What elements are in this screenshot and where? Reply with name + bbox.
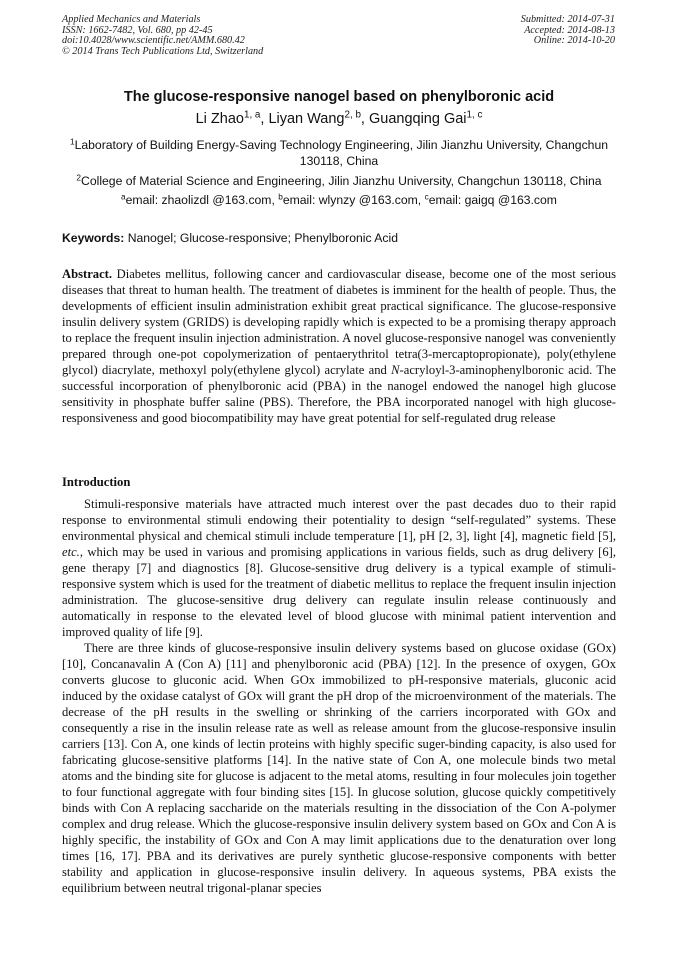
paper-title: The glucose-responsive nanogel based on phenylboronic acid [123, 89, 555, 105]
affiliation-1 [62, 137, 616, 169]
section-heading-introduction: Introduction [62, 475, 131, 489]
abstract [62, 266, 616, 426]
publication-dates [521, 15, 615, 47]
affiliation-text: College of Material Science and Engineering, Jilin Jianzhu University, Changchun 130118, China [81, 174, 602, 188]
accepted-date: Accepted: 2014-08-13 [524, 24, 615, 36]
author-list [0, 111, 678, 127]
intro-p1-text-cont: , which may be used in various and promising applications in various fields, such as drug delivery [6], gene therapy [7] and diagnostics [8]. Glucose-sensitive drug delivery is a typical example of stimuli-responsive system which is used for the treatment of diabetic mellitus to replace the frequent insulin injection administration. The glucose-sensitive drug delivery can regulate insulin release continuously and automatically in response to the elevated level of blood glucose with minimal patient intervention and improved quality of life [9]. [62, 545, 616, 639]
email-sup: b [278, 191, 283, 202]
intro-paragraph-2: There are three kinds of glucose-responsive insulin delivery systems based on glucose oxidase (GOx) [10], Concanavalin A (Con A) [11] and phenylboronic acid (PBA) [12]. In the presence of oxygen, GOx converts glucose to gluconic acid. When GOx immobilized to pH-responsive materials, gluconic acid induced by the oxidase catalyst of GOx will grant the pH drop of the microenvironment of the materials. The decrease of the pH results in the swelling or shrinking of the carriers incorporated with GOx and consequently a rise in the insulin release rate as well as release amount from the glucose-responsive insulin carriers [13]. Con A, one kinds of lectin proteins with highly specific suger-binding capacity, is also used for fabricating glucose-sensitive platforms [14]. In the native state of Con A, one molecule binds two metal atoms and the binding site for glucose is adjacent to the metal atoms, resulting in four molecules join together to four functional aggregate with four binding sites [15]. In glucose solution, glucose quickly competitively binds with Con A replacing saccharide on the materials resulting in the dissociation of the Con A-polymer complex and drug release. Which the glucose-responsive insulin delivery system based on GOx and Con A is highly specific, the instability of GOx and Con A may limit applications due to the denaturation over long times [16, 17]. PBA and its derivatives are purely synthetic glucose-responsive components with better stability and application in glucose-responsive insulin delivery. In aqueous systems, PBA exists the equilibrium between neutral trigonal-planar species [62, 641, 616, 895]
journal-issn: ISSN: 1662-7482, Vol. 680, pp 42-45 [62, 24, 213, 36]
intro-p1-text: Stimuli-responsive materials have attracted much interest over the past decades duo to their rapid response to environmental stimuli endowing their potentiality to design “self-regulated” systems. These environmental physical and chemical stimuli include temperature [1], pH [2, 3], light [4], magnetic field [5], [62, 497, 616, 543]
author-sup: 2, b [344, 109, 361, 121]
abstract-italic: N [391, 363, 400, 377]
submitted-date: Submitted: 2014-07-31 [520, 14, 615, 25]
keywords-label: Keywords: [62, 231, 125, 245]
abstract-label: Abstract. [62, 267, 113, 281]
author-name: Guangqing Gai [368, 111, 467, 127]
keywords-text: Nanogel; Glucose-responsive; Phenylboronic Acid [124, 231, 399, 245]
email-line [0, 193, 678, 207]
affiliation-sup: 1 [69, 136, 75, 147]
author-name: Liyan Wang [268, 111, 345, 127]
email-sup: a [121, 191, 126, 202]
intro-p1-etc: etc. [62, 545, 80, 559]
introduction-body [62, 496, 616, 896]
journal-name: Applied Mechanics and Materials [62, 14, 201, 25]
author-sup: 1, c [466, 109, 483, 121]
affiliation-2 [62, 173, 616, 189]
author-separator: , [260, 111, 269, 127]
intro-paragraph-1 [62, 496, 616, 640]
email-text: email: wlynzy @163.com, [282, 193, 425, 207]
author-separator: , [360, 111, 369, 127]
abstract-text: Diabetes mellitus, following cancer and cardiovascular disease, become one of the most serious diseases that threat to human health. The treatment of diabetes is imminent for the health of people. Thus, the developments of efficient insulin administration exhibit great practical significance. The glucose-responsive insulin delivery system (GRIDS) is developing rapidly which is expected to be a promising therapy approach to replace the frequent insulin injection administration. A novel glucose-responsive nanogel was conveniently prepared through one-pot copolymerization of pentaerythritol tetra(3-mercaptopropionate), poly(ethylene glycol) diacrylate, methoxyl poly(ethylene glycol) acrylate and [62, 267, 616, 377]
author-name: Li Zhao [195, 111, 244, 127]
email-text: email: zhaolizdl @163.com, [125, 193, 279, 207]
author-sup: 1, a [243, 109, 261, 121]
email-sup: c [424, 191, 429, 202]
email-text: email: gaigq @163.com [428, 193, 557, 207]
abstract-text-cont: -acryloyl-3-aminophenylboronic acid. The successful incorporation of phenylboronic acid (PBA) in the nanogel endowed the nanogel high glucose sensitivity in phosphate buffer saline (PBS). Therefore, the PBA incorporated nanogel with high glucose-responsiveness and good biocompatibility may have great potential for self-regulated drug release [62, 363, 616, 425]
journal-copyright: © 2014 Trans Tech Publications Ltd, Switzerland [62, 45, 264, 57]
keywords [62, 231, 398, 245]
affiliation-sup: 2 [76, 172, 82, 183]
journal-info [62, 15, 263, 57]
journal-doi: doi:10.4028/www.scientific.net/AMM.680.42 [62, 35, 245, 47]
online-date: Online: 2014-10-20 [533, 35, 615, 47]
affiliation-text: Laboratory of Building Energy-Saving Technology Engineering, Jilin Jianzhu University, Changchun 130118, China [74, 138, 608, 168]
